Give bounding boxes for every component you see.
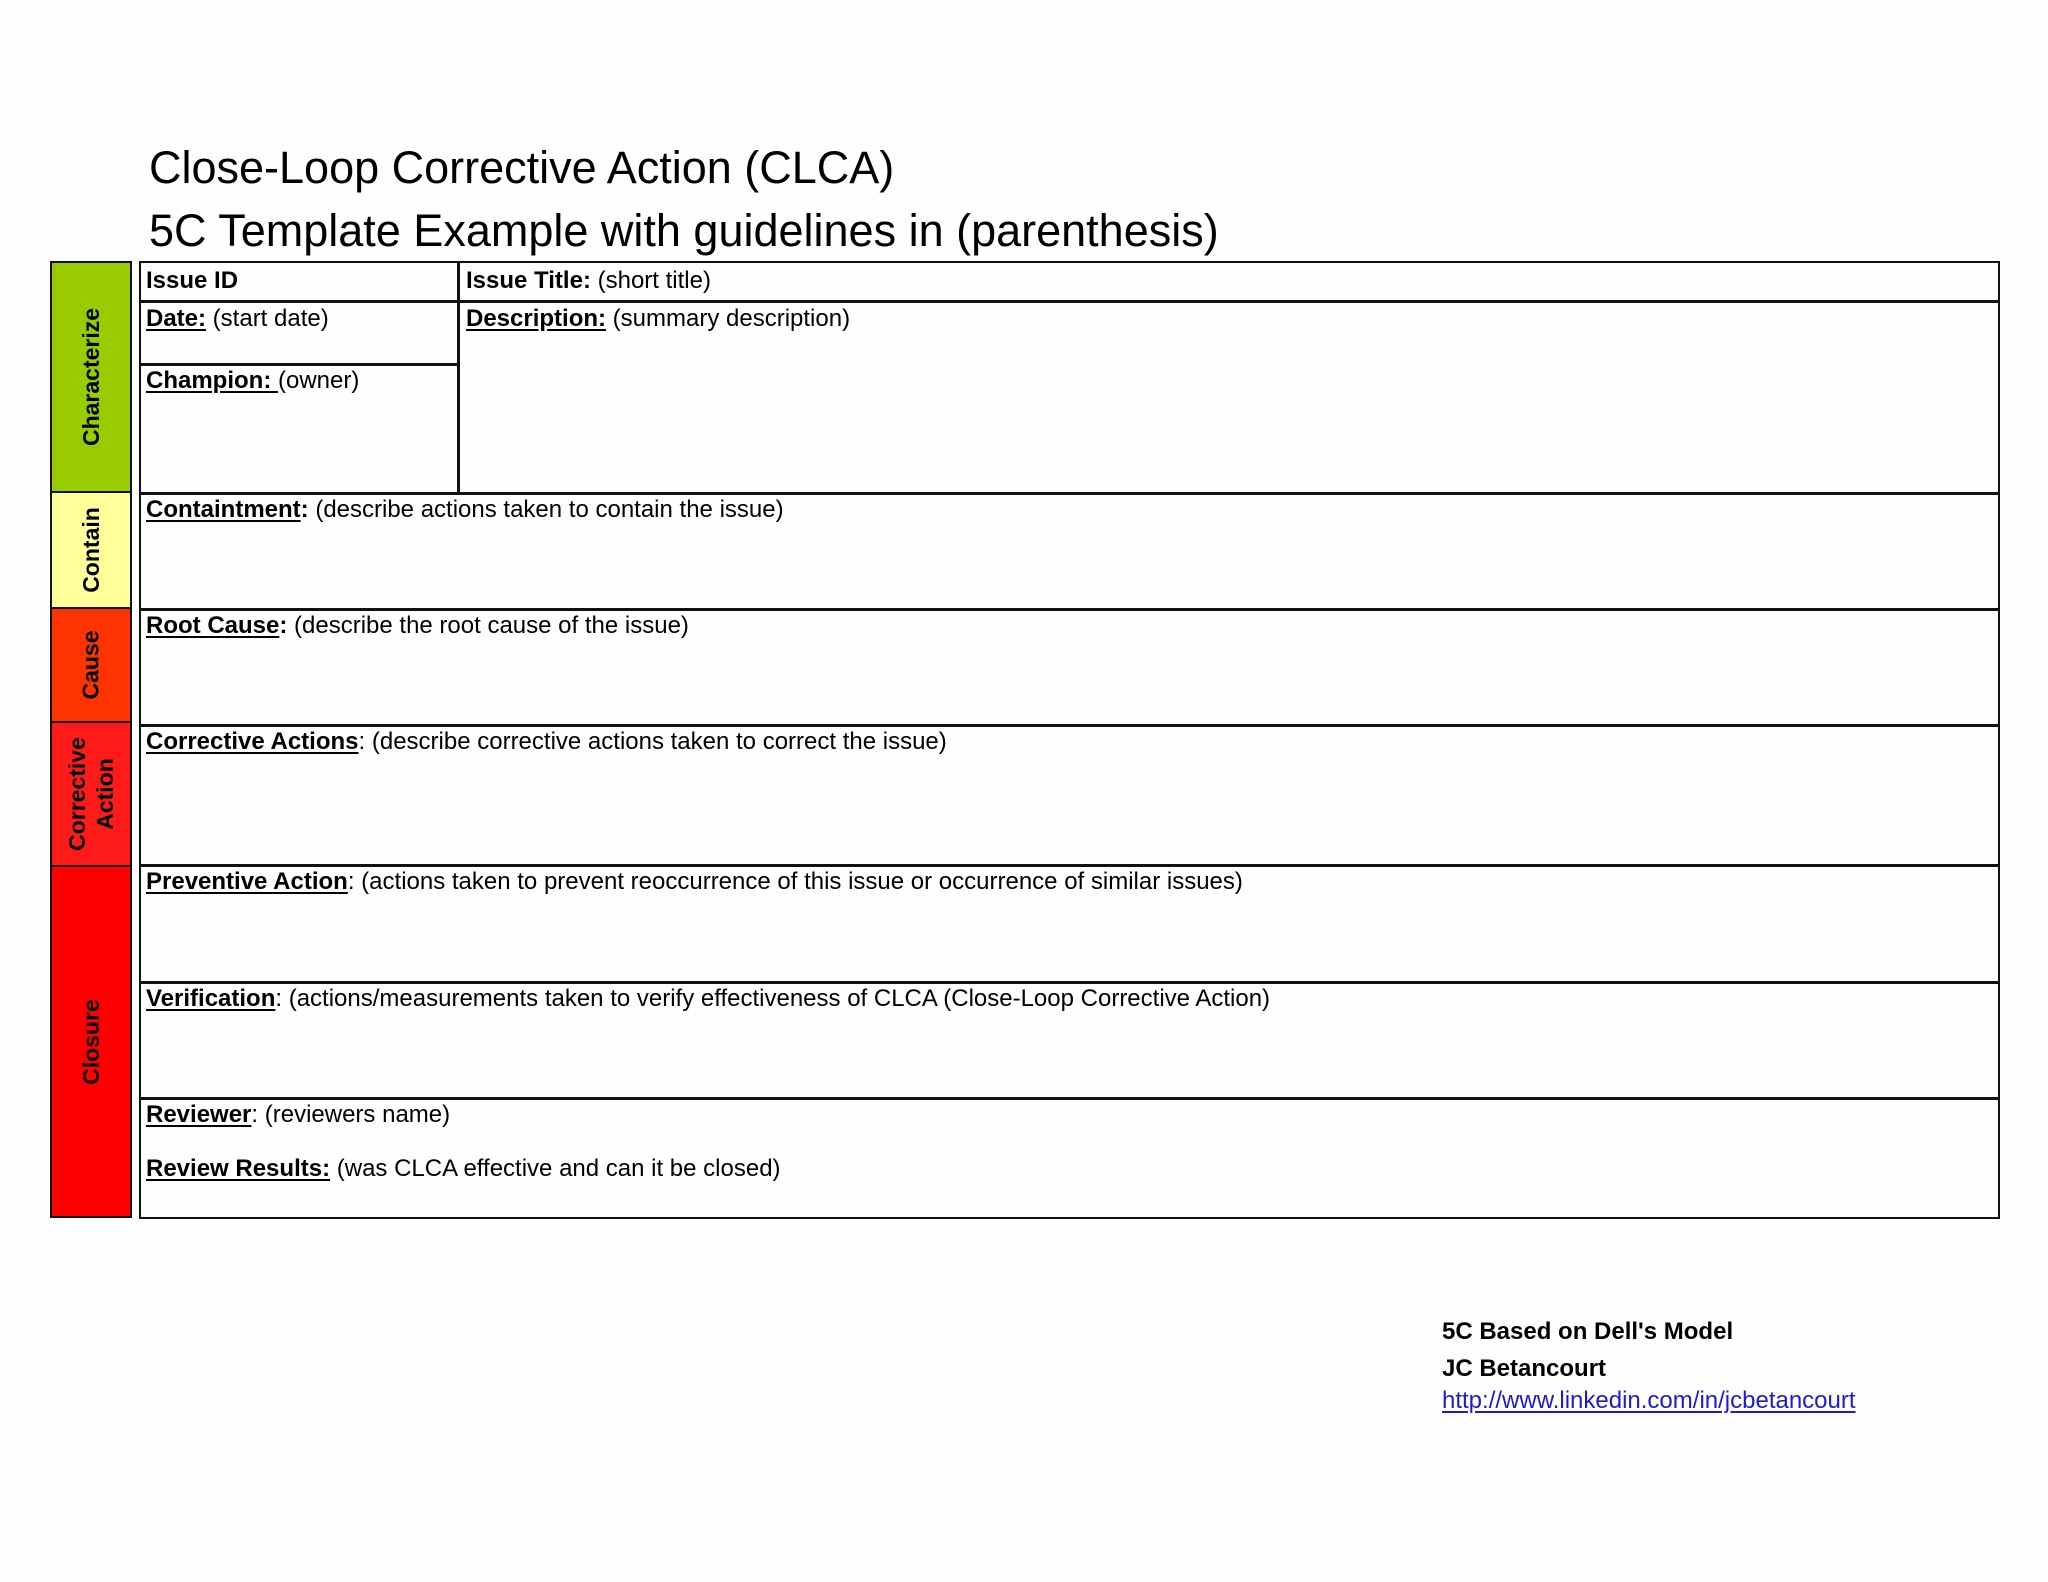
containment-hint: (describe actions taken to contain the issue): [308, 496, 784, 523]
reviewer-hint: : (reviewers name): [251, 1101, 451, 1128]
root-cause-hint: (describe the root cause of the issue): [287, 612, 689, 639]
preventive-action-hint: : (actions taken to prevent reoccurrence of this issue or occurrence of similar issues): [347, 868, 1243, 895]
tab-cause: [50, 607, 132, 723]
champion-label: Champion:: [146, 367, 278, 394]
corrective-actions-hint: : (describe corrective actions taken to correct the issue): [358, 728, 947, 755]
preventive-action-label: Preventive Action: [146, 868, 348, 895]
footer-model-credit: 5C Based on Dell's Model: [1442, 1318, 1734, 1345]
description-label: Description:: [466, 305, 607, 332]
footer-linkedin-link[interactable]: http://www.linkedin.com/in/jcbetancourt: [1442, 1387, 1856, 1414]
issue-title-hint: (short title): [590, 267, 711, 294]
issue-id-label: Issue ID: [146, 267, 239, 294]
description-hint: (summary description): [606, 305, 851, 332]
tab-corrective-action-label: Corrective Action: [64, 737, 118, 851]
verification-hint: : (actions/measurements taken to verify effectiveness of CLCA (Close-Loop Corrective Action): [275, 985, 1271, 1012]
root-cause-label: Root Cause: [146, 612, 280, 639]
tab-contain-label: Contain: [78, 507, 105, 593]
review-results-line: [146, 1155, 1992, 1183]
page-subtitle: 5C Template Example with guidelines in (parenthesis): [149, 205, 1219, 256]
preventive-action-cell[interactable]: [140, 866, 1998, 981]
description-cell[interactable]: [460, 302, 1998, 492]
tab-closure: [50, 865, 132, 1218]
containment-label: Containtment: [146, 496, 301, 523]
tab-contain: [50, 491, 132, 609]
reviewer-label: Reviewer: [146, 1101, 252, 1128]
date-hint: (start date): [206, 305, 329, 332]
containment-colon: :: [300, 496, 309, 523]
issue-id-cell[interactable]: [140, 262, 457, 300]
verification-label: Verification: [146, 985, 276, 1012]
issue-title-cell[interactable]: [460, 262, 1998, 300]
review-cell[interactable]: [140, 1099, 1998, 1217]
page-title: Close-Loop Corrective Action (CLCA): [149, 142, 895, 193]
date-cell[interactable]: [140, 302, 457, 363]
corrective-actions-label: Corrective Actions: [146, 728, 359, 755]
footer-author: JC Betancourt: [1442, 1355, 1607, 1382]
verification-cell[interactable]: [140, 983, 1998, 1097]
reviewer-line: [146, 1101, 1992, 1129]
tab-cause-label: Cause: [77, 630, 104, 700]
champion-cell[interactable]: [140, 365, 457, 492]
champion-hint: (owner): [278, 367, 360, 394]
root-cause-colon: :: [279, 612, 288, 639]
date-label: Date:: [146, 305, 207, 332]
corrective-actions-cell[interactable]: [140, 726, 1998, 864]
tab-closure-label: Closure: [78, 998, 105, 1085]
review-results-label: Review Results:: [146, 1155, 331, 1182]
tab-corrective-action: [50, 721, 132, 867]
tab-characterize: [50, 261, 132, 493]
containment-cell[interactable]: [140, 494, 1998, 608]
root-cause-cell[interactable]: [140, 610, 1998, 724]
issue-title-label: Issue Title:: [466, 267, 591, 294]
tab-characterize-label: Characterize: [78, 307, 105, 447]
review-results-hint: (was CLCA effective and can it be closed): [330, 1155, 781, 1182]
